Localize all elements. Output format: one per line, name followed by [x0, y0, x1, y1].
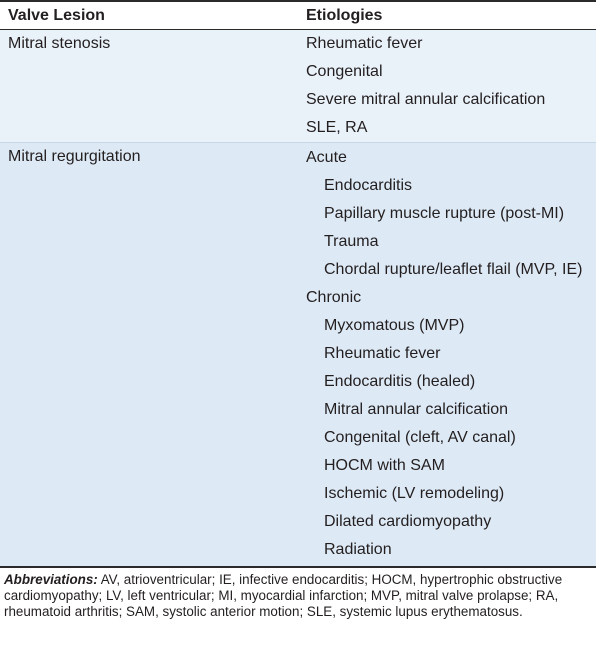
row-group-mitral-stenosis	[0, 30, 596, 143]
etiology-item: Severe mitral annular calcification	[306, 91, 546, 108]
etiology-subitem: Papillary muscle rupture (post-MI)	[324, 205, 565, 222]
etiology-item: Rheumatic fever	[306, 35, 423, 52]
etiology-item: Acute	[306, 149, 347, 166]
etiology-subitem: Endocarditis (healed)	[324, 373, 476, 390]
table-header-row	[0, 0, 596, 30]
etiology-subitem: Chordal rupture/leaflet flail (MVP, IE)	[324, 261, 583, 278]
etiology-subitem: Myxomatous (MVP)	[324, 317, 465, 334]
etiology-subitem: Endocarditis	[324, 177, 413, 194]
abbreviations-footnote	[0, 566, 596, 645]
etiology-subitem: Radiation	[324, 541, 392, 558]
etiology-item: Chronic	[306, 289, 362, 306]
etiology-subitem: Trauma	[324, 233, 379, 250]
etiology-subitem: Ischemic (LV remodeling)	[324, 485, 505, 502]
row-group-mitral-regurgitation	[0, 143, 596, 566]
etiology-subitem: Congenital (cleft, AV canal)	[324, 429, 516, 446]
etiology-subitem: HOCM with SAM	[324, 457, 445, 474]
lesion-mitral-stenosis: Mitral stenosis	[8, 35, 111, 52]
abbreviations-text: AV, atrioventricular; IE, infective endocarditis; HOCM, hypertrophic obstructive cardiomyopathy; LV, left ventricular; MI, myocardial infarction; MVP, mitral valve prolapse; RA, rheumatoid arthritis; SAM, systolic anterior motion; SLE, systemic lupus erythematosus.	[4, 572, 563, 619]
header-etiologies: Etiologies	[306, 7, 383, 24]
etiology-item: Congenital	[306, 63, 383, 80]
abbreviations-label: Abbreviations:	[4, 572, 98, 587]
etiology-subitem: Mitral annular calcification	[324, 401, 509, 418]
header-valve-lesion: Valve Lesion	[8, 7, 105, 24]
etiology-subitem: Dilated cardiomyopathy	[324, 513, 492, 530]
etiology-item: SLE, RA	[306, 119, 368, 136]
etiology-subitem: Rheumatic fever	[324, 345, 441, 362]
etiology-list-mitral-stenosis	[306, 30, 545, 142]
etiology-list-mitral-regurgitation	[306, 144, 582, 564]
lesion-mitral-regurgitation: Mitral regurgitation	[8, 148, 141, 165]
